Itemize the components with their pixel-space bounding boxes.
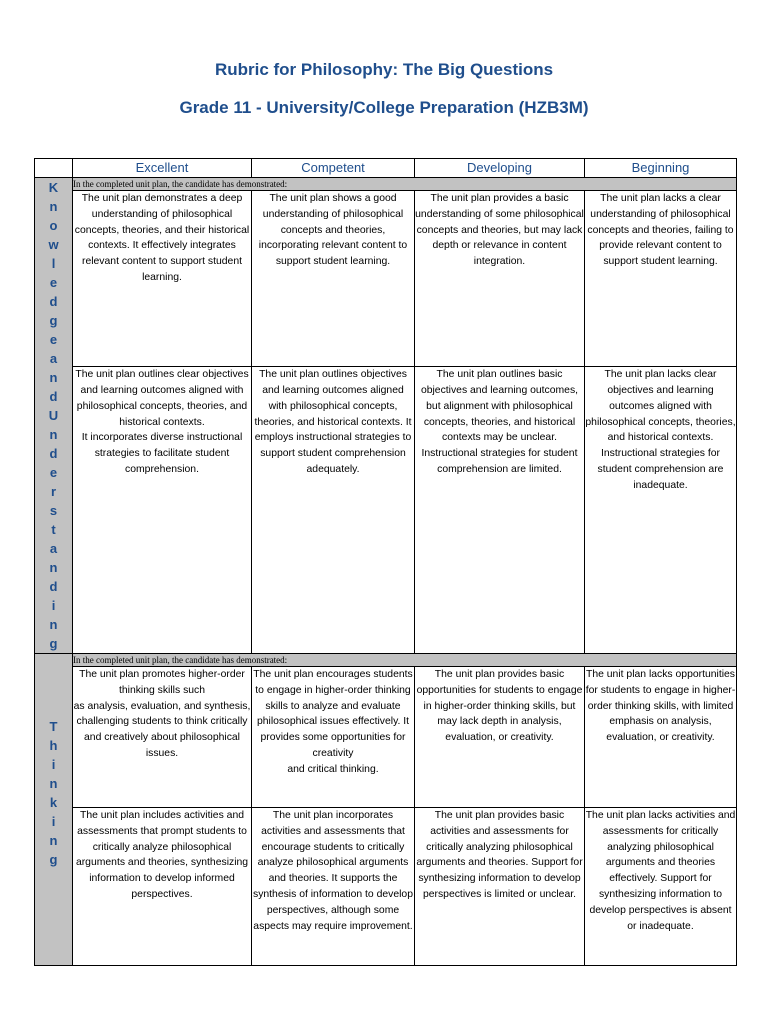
category-letter: n: [49, 776, 58, 791]
header-corner: [35, 159, 73, 178]
section-intro-row: [35, 178, 737, 191]
page-subtitle: Grade 11 - University/College Preparation (HZB3M): [179, 98, 589, 117]
vertical-category-text: [35, 178, 72, 653]
category-letter: r: [50, 484, 57, 499]
category-letter: e: [49, 332, 58, 347]
rubric-cell-beginning: The unit plan lacks activities and assessments for critically analyzing philosophical arguments and theories effectively. Support for synthesizing information to develop perspectives is absent or inadequate.: [585, 808, 737, 966]
criterion-row: [35, 667, 737, 808]
category-letter: e: [49, 275, 58, 290]
category-letter: i: [51, 757, 56, 772]
category-letter: n: [49, 370, 58, 385]
category-label-knowledge-understanding: [35, 178, 73, 654]
category-letter: n: [49, 199, 58, 214]
category-letter: t: [51, 522, 56, 537]
category-letter: w: [48, 237, 59, 252]
criterion-row: [35, 367, 737, 654]
vertical-category-text: [35, 717, 72, 869]
section-intro: In the completed unit plan, the candidate has demonstrated:: [73, 654, 737, 667]
category-letter: l: [51, 256, 56, 271]
rubric-cell-excellent: The unit plan outlines clear objectives and learning outcomes aligned with philosophical concepts, theories, and historical contexts. It incorporates diverse instructional strategies to facilitate student comprehension.: [73, 367, 252, 654]
rubric-cell-beginning: The unit plan lacks opportunities for students to engage in higher-order thinking skills, with limited emphasis on analysis, evaluation, or creativity.: [585, 667, 737, 808]
section-intro-row: [35, 654, 737, 667]
rubric-cell-competent: The unit plan outlines objectives and learning outcomes aligned with philosophical concepts, theories, and historical contexts. It employs instructional strategies to support student comprehension adequately.: [252, 367, 415, 654]
rubric-cell-competent: The unit plan encourages students to engage in higher-order thinking skills to analyze and evaluate philosophical issues effectively. It provides some opportunities for creativity and critical thinking.: [252, 667, 415, 808]
column-header-competent: Competent: [252, 159, 415, 178]
rubric-cell-developing: The unit plan outlines basic objectives and learning outcomes, but alignment with philosophical concepts, theories, and historical contexts may be unclear. Instructional strategies for student comprehension are limited.: [415, 367, 585, 654]
category-letter: T: [49, 719, 58, 734]
category-label-thinking: [35, 654, 73, 966]
category-letter: k: [49, 795, 58, 810]
criterion-row: [35, 191, 737, 367]
category-letter: o: [49, 218, 58, 233]
category-letter: i: [51, 814, 56, 829]
category-letter: e: [49, 465, 58, 480]
criterion-row: [35, 808, 737, 966]
category-letter: n: [49, 560, 58, 575]
column-header-excellent: Excellent: [73, 159, 252, 178]
category-letter: i: [51, 598, 56, 613]
category-letter: a: [49, 351, 58, 366]
category-letter: n: [49, 427, 58, 442]
rubric-cell-excellent: The unit plan includes activities and assessments that prompt students to critically analyze philosophical arguments and theories, synthesizing information to develop informed perspectives.: [73, 808, 252, 966]
category-letter: h: [49, 738, 58, 753]
rubric-cell-excellent: The unit plan promotes higher-order thinking skills such as analysis, evaluation, and synthesis, challenging students to think critically and creatively about philosophical issues.: [73, 667, 252, 808]
page-title: Rubric for Philosophy: The Big Questions: [214, 60, 554, 79]
category-letter: n: [49, 833, 58, 848]
category-letter: d: [49, 294, 58, 309]
category-letter: d: [49, 389, 58, 404]
category-letter: d: [49, 446, 58, 461]
column-header-developing: Developing: [415, 159, 585, 178]
category-letter: a: [49, 541, 58, 556]
rubric-cell-developing: The unit plan provides basic opportunities for students to engage in higher-order thinking skills, but may lack depth in analysis, evaluation, or creativity.: [415, 667, 585, 808]
category-letter: n: [49, 617, 58, 632]
section-intro: In the completed unit plan, the candidate has demonstrated:: [73, 178, 737, 191]
rubric-cell-beginning: The unit plan lacks a clear understanding of philosophical concepts and theories, failing to provide relevant content to support student learning.: [585, 191, 737, 367]
rubric-cell-developing: The unit plan provides a basic understanding of some philosophical concepts and theories, but may lack depth or relevance in content integration.: [415, 191, 585, 367]
rubric-cell-competent: The unit plan incorporates activities and assessments that encourage students to critically analyze philosophical arguments and theories. It supports the synthesis of information to develop perspectives, although some aspects may require improvement.: [252, 808, 415, 966]
category-letter: g: [49, 852, 58, 867]
rubric-header-row: [35, 159, 737, 178]
rubric-table: [34, 158, 737, 966]
rubric-cell-competent: The unit plan shows a good understanding of philosophical concepts and theories, incorporating relevant content to support student learning.: [252, 191, 415, 367]
category-letter: g: [49, 636, 58, 651]
rubric-cell-developing: The unit plan provides basic activities and assessments for critically analyzing philosophical arguments and theories. Support for synthesizing information to develop perspectives is limited or unclear.: [415, 808, 585, 966]
category-letter: g: [49, 313, 58, 328]
column-header-beginning: Beginning: [585, 159, 737, 178]
rubric-cell-excellent: The unit plan demonstrates a deep understanding of philosophical concepts, theories, and their historical contexts. It effectively integrates relevant content to support student learning.: [73, 191, 252, 367]
category-letter: U: [48, 408, 59, 423]
rubric-cell-beginning: The unit plan lacks clear objectives and learning outcomes aligned with philosophical concepts, theories, and historical contexts. Instructional strategies for student comprehension are inadequate.: [585, 367, 737, 654]
category-letter: s: [49, 503, 58, 518]
category-letter: K: [48, 180, 59, 195]
category-letter: d: [49, 579, 58, 594]
